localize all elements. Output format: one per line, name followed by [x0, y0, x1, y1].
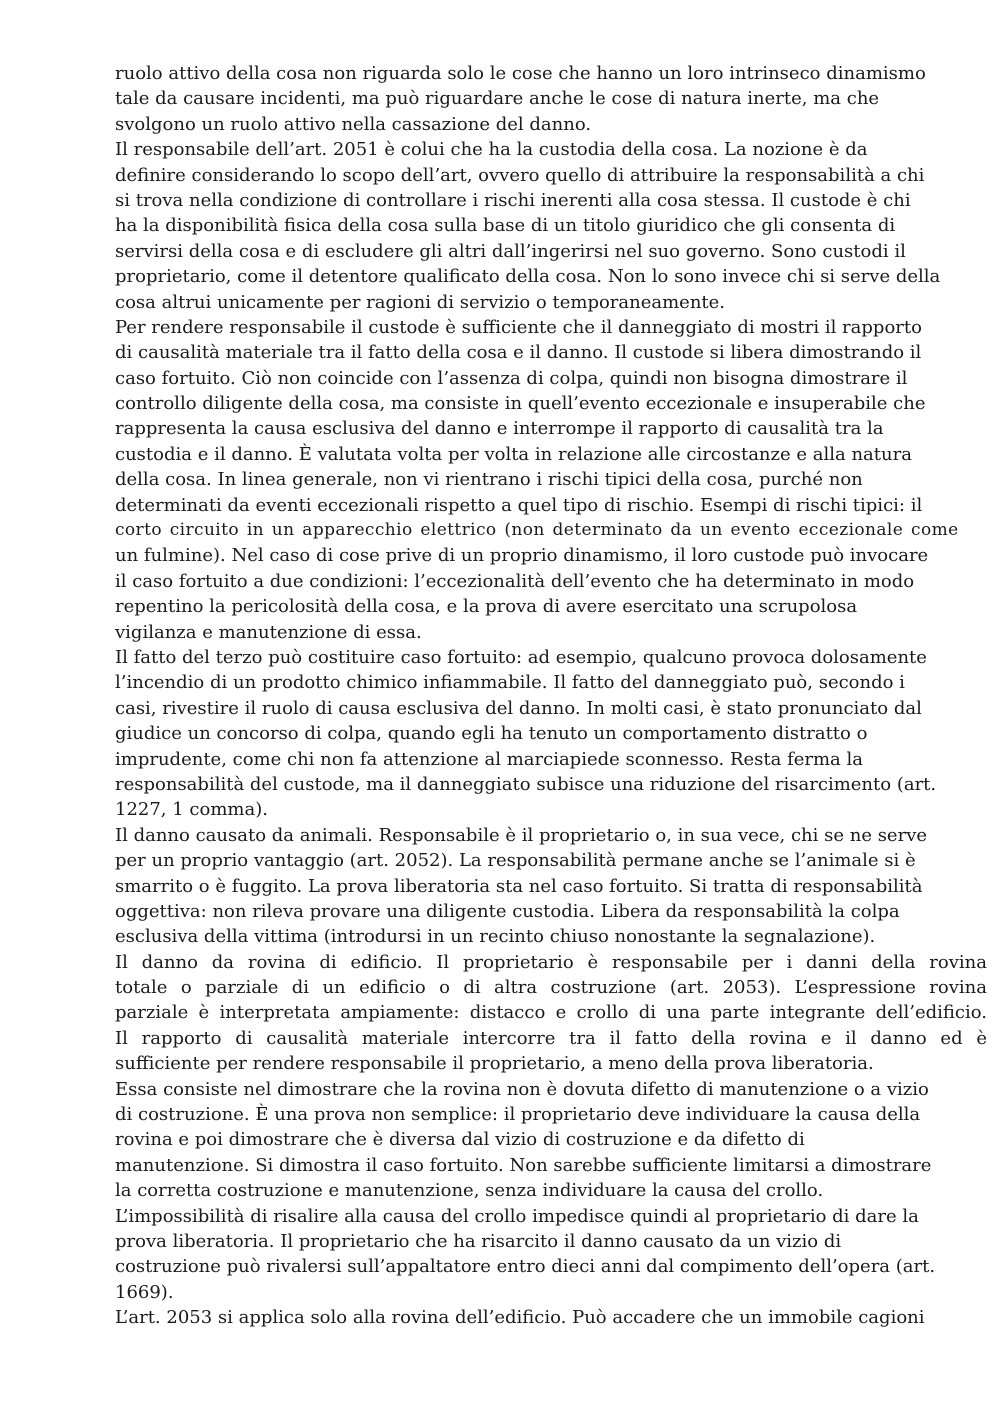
text-line: Essa consiste nel dimostrare che la rovina non è dovuta difetto di manutenzione o a vizio: [115, 1078, 929, 1100]
text-line: di causalità materiale tra il fatto della cosa e il danno. Il custode si libera dimostrando il: [115, 342, 922, 364]
text-line: rappresenta la causa esclusiva del danno e interrompe il rapporto di causalità tra la: [115, 418, 884, 440]
text-line: caso fortuito. Ciò non coincide con l’assenza di colpa, quindi non bisogna dimostrare il: [115, 367, 908, 389]
text-line: totale o parziale di un edificio o di altra costruzione (art. 2053). L’espressione rovina: [115, 977, 987, 999]
text-line: Il danno da rovina di edificio. Il proprietario è responsabile per i danni della rovina: [115, 951, 987, 973]
text-line: smarrito o è fuggito. La prova liberatoria sta nel caso fortuito. Si tratta di responsabilità: [115, 875, 923, 897]
text-line: costruzione può rivalersi sull’appaltatore entro dieci anni dal compimento dell’opera (art.: [115, 1256, 936, 1278]
text-line: prova liberatoria. Il proprietario che ha risarcito il danno causato da un vizio di: [115, 1230, 842, 1252]
text-line: il caso fortuito a due condizioni: l’eccezionalità dell’evento che ha determinato in modo: [115, 570, 915, 592]
text-line: esclusiva della vittima (introdursi in un recinto chiuso nonostante la segnalazione).: [115, 926, 876, 948]
text-line: vigilanza e manutenzione di essa.: [115, 621, 422, 643]
text-line: l’incendio di un prodotto chimico infiammabile. Il fatto del danneggiato può, secondo i: [115, 672, 905, 694]
text-line: rovina e poi dimostrare che è diversa dal vizio di costruzione e da difetto di: [115, 1129, 805, 1151]
text-line: giudice un concorso di colpa, quando egli ha tenuto un comportamento distratto o: [115, 723, 868, 745]
text-line: manutenzione. Si dimostra il caso fortuito. Non sarebbe sufficiente limitarsi a dimostrare: [115, 1154, 932, 1176]
text-line: si trova nella condizione di controllare i rischi inerenti alla cosa stessa. Il custode è chi: [115, 189, 911, 211]
text-line: ruolo attivo della cosa non riguarda solo le cose che hanno un loro intrinseco dinamismo: [115, 63, 926, 84]
document-page: [115, 61, 987, 1331]
text-line: servirsi della cosa e di escludere gli altri dall’ingerirsi nel suo governo. Sono custodi il: [115, 240, 906, 262]
text-line: della cosa. In linea generale, non vi rientrano i rischi tipici della cosa, purché non: [115, 469, 863, 491]
text-line: L’art. 2053 si applica solo alla rovina dell’edificio. Può accadere che un immobile cagioni: [115, 1307, 925, 1329]
text-line: Il danno causato da animali. Responsabile è il proprietario o, in sua vece, chi se ne serve: [115, 824, 928, 846]
text-line: imprudente, come chi non fa attenzione al marciapiede sconnesso. Resta ferma la: [115, 748, 864, 770]
text-line: di costruzione. È una prova non semplice: il proprietario deve individuare la causa della: [115, 1104, 921, 1126]
text-line: L’impossibilità di risalire alla causa del crollo impedisce quindi al proprietario di dare la: [115, 1205, 919, 1227]
text-line: cosa altrui unicamente per ragioni di servizio o temporaneamente.: [115, 291, 726, 313]
text-line: 1669).: [115, 1281, 174, 1303]
text-line: 1227, 1 comma).: [115, 799, 268, 821]
text-line: determinati da eventi eccezionali rispetto a quel tipo di rischio. Esempi di rischi tipici: il: [115, 494, 923, 516]
text-line: sufficiente per rendere responsabile il proprietario, a meno della prova liberatoria.: [115, 1053, 874, 1075]
text-line: repentino la pericolosità della cosa, e la prova di avere esercitato una scrupolosa: [115, 596, 858, 618]
text-line: la corretta costruzione e manutenzione, senza individuare la causa del crollo.: [115, 1180, 824, 1202]
text-line: controllo diligente della cosa, ma consiste in quell’evento eccezionale e insuperabile che: [115, 393, 926, 415]
text-line: parziale è interpretata ampiamente: distacco e crollo di una parte integrante dell’edificio.: [115, 1002, 987, 1024]
text-line: definire considerando lo scopo dell’art, ovvero quello di attribuire la responsabilità a chi: [115, 164, 925, 186]
text-line: per un proprio vantaggio (art. 2052). La responsabilità permane anche se l’animale si è: [115, 850, 916, 872]
text-line: corto circuito in un apparecchio elettrico (non determinato da un evento eccezionale come: [115, 520, 959, 541]
text-line: Per rendere responsabile il custode è sufficiente che il danneggiato di mostri il rapporto: [115, 316, 922, 338]
text-line: Il rapporto di causalità materiale intercorre tra il fatto della rovina e il danno ed è: [115, 1027, 987, 1049]
text-line: casi, rivestire il ruolo di causa esclusiva del danno. In molti casi, è stato pronunciato dal: [115, 697, 922, 719]
text-line: svolgono un ruolo attivo nella cassazione del danno.: [115, 113, 592, 135]
text-line: un fulmine). Nel caso di cose prive di un proprio dinamismo, il loro custode può invocare: [115, 545, 929, 567]
text-line: ha la disponibilità fisica della cosa sulla base di un titolo giuridico che gli consenta di: [115, 215, 896, 237]
text-line: custodia e il danno. È valutata volta per volta in relazione alle circostanze e alla natura: [115, 443, 912, 465]
text-line: oggettiva: non rileva provare una diligente custodia. Libera da responsabilità la colpa: [115, 900, 900, 922]
text-line: proprietario, come il detentore qualificato della cosa. Non lo sono invece chi si serve della: [115, 266, 941, 288]
text-line: Il fatto del terzo può costituire caso fortuito: ad esempio, qualcuno provoca dolosamente: [115, 646, 927, 668]
text-line: Il responsabile dell’art. 2051 è colui che ha la custodia della cosa. La nozione è da: [115, 139, 868, 161]
text-line: responsabilità del custode, ma il danneggiato subisce una riduzione del risarcimento (art.: [115, 773, 937, 795]
text-line: tale da causare incidenti, ma può riguardare anche le cose di natura inerte, ma che: [115, 88, 880, 110]
